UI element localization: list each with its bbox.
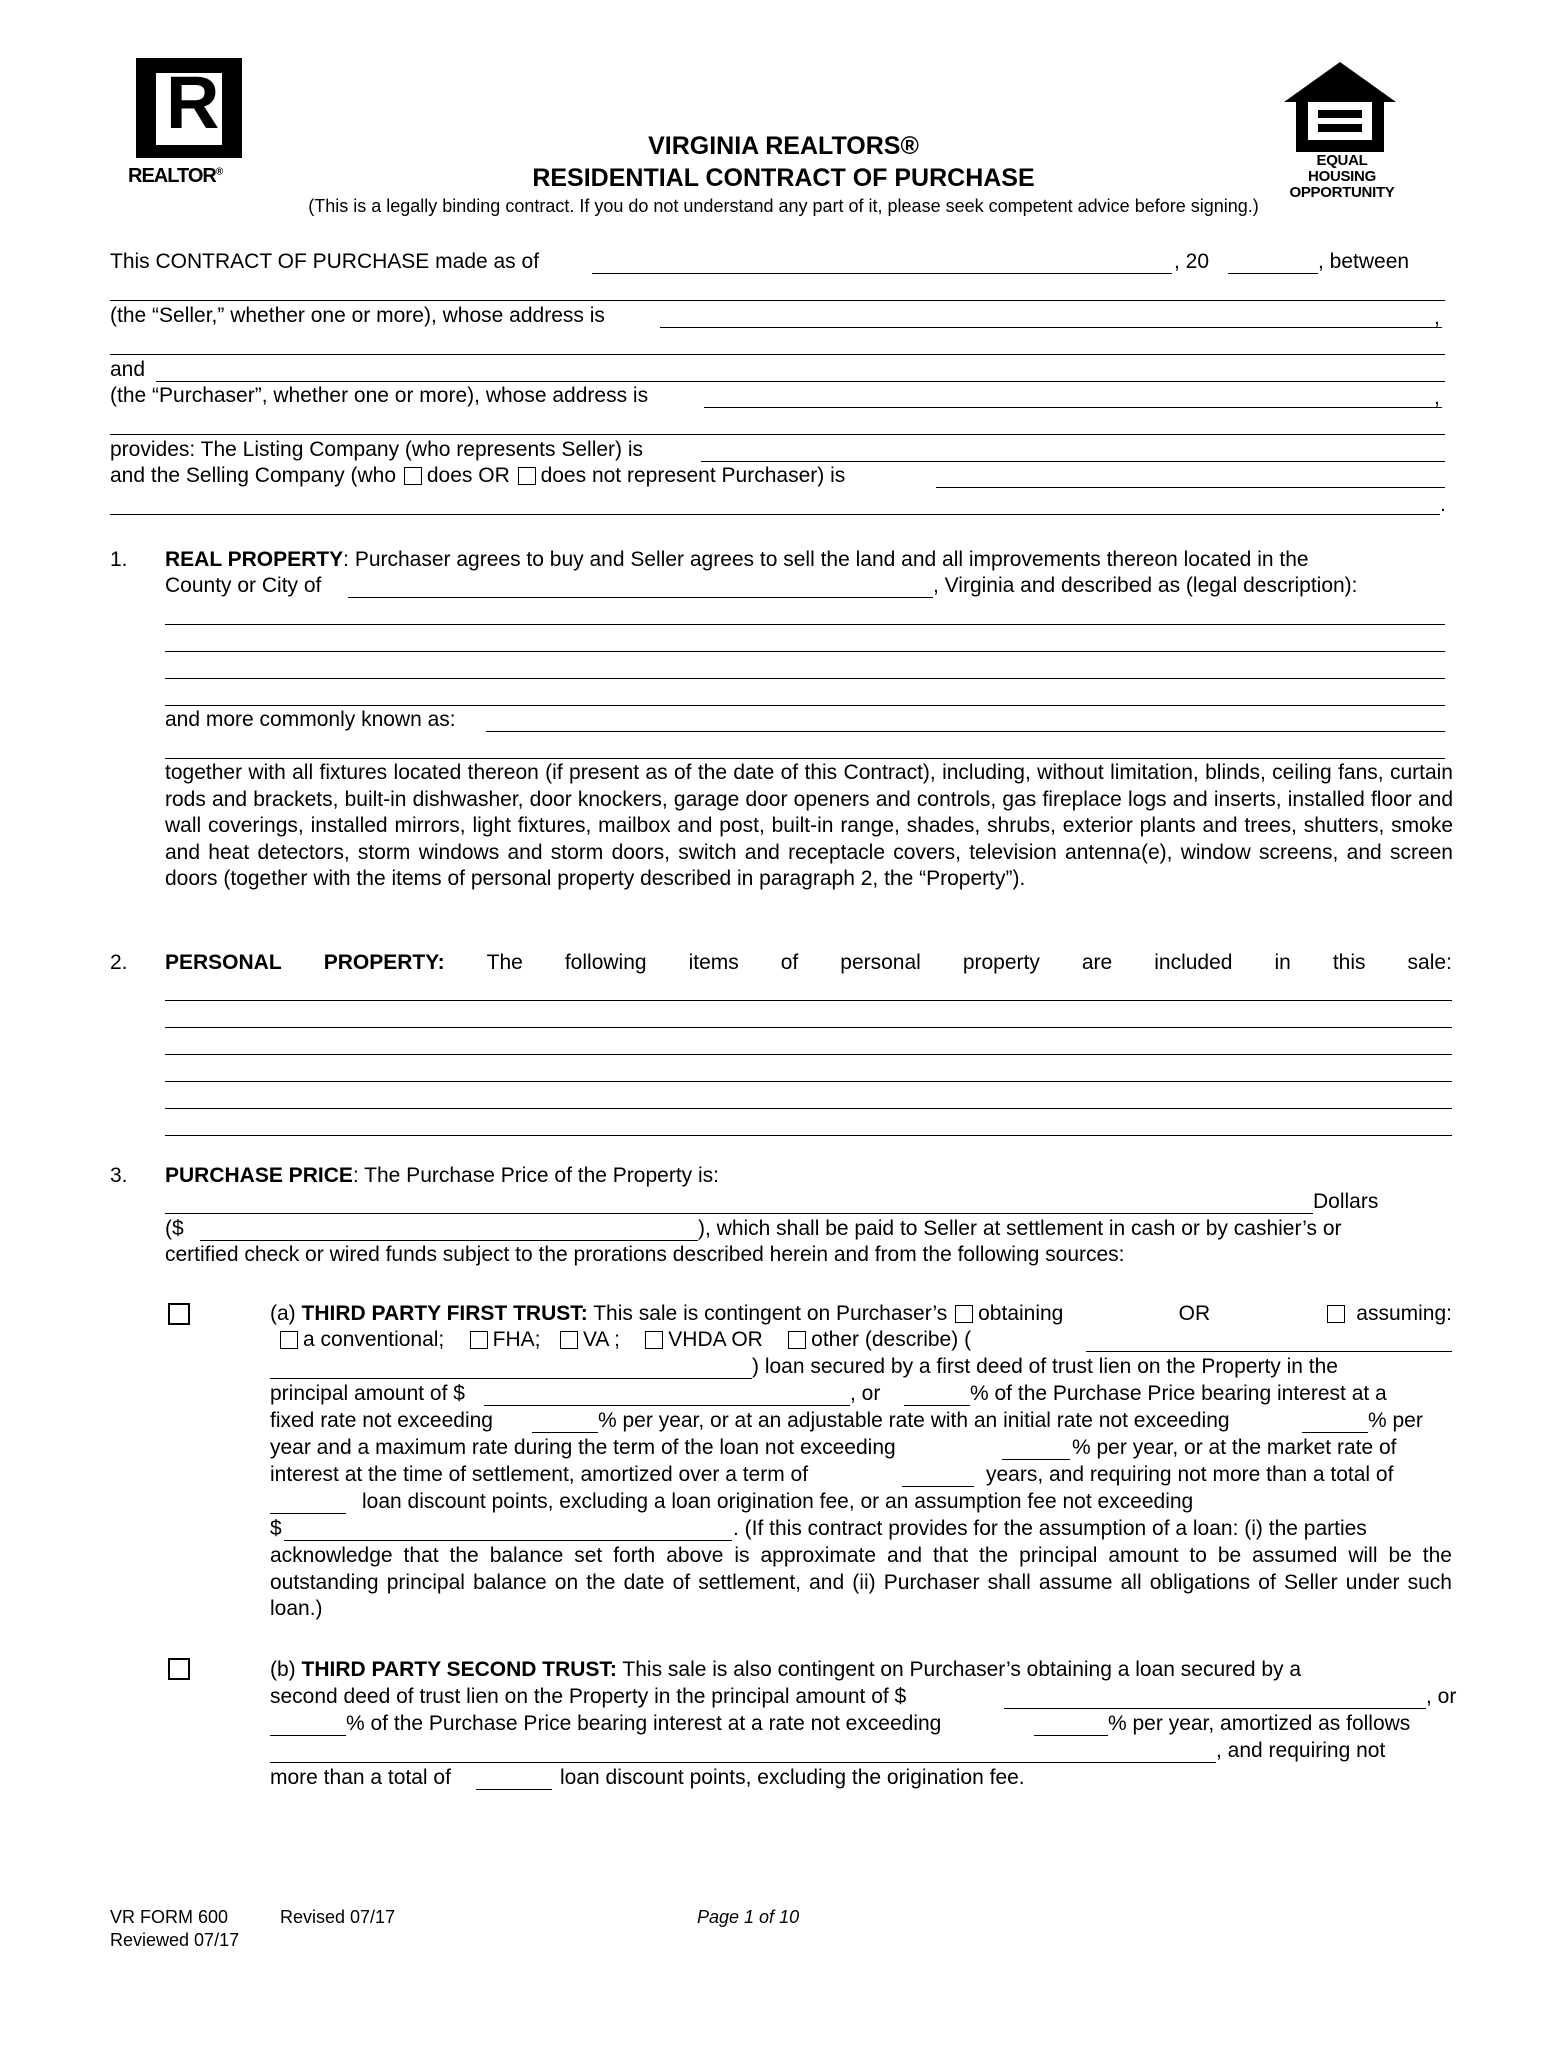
seller-address-field-2[interactable] bbox=[110, 354, 1445, 355]
seller-name-field[interactable] bbox=[110, 300, 1445, 301]
purchaser-address-field-2[interactable] bbox=[110, 434, 1445, 435]
other-describe-field[interactable] bbox=[1086, 1351, 1452, 1352]
section-2-number: 2. bbox=[110, 951, 128, 974]
legal-description-line[interactable] bbox=[165, 651, 1445, 652]
term-field[interactable] bbox=[902, 1486, 974, 1487]
year-prefix: , 20 bbox=[1174, 250, 1210, 273]
reviewed-date: Reviewed 07/17 bbox=[110, 1930, 240, 1950]
other-describe-field-2[interactable] bbox=[270, 1378, 752, 1379]
second-trust-checkbox[interactable] bbox=[168, 1658, 190, 1680]
points-line: loan discount points, excluding a loan origination fee, or an assumption fee not exceeding bbox=[362, 1490, 1194, 1513]
selling-company-label: and the Selling Company (who does OR does not represent Purchaser) is bbox=[110, 464, 846, 487]
virginia-label: , Virginia and described as (legal description): bbox=[933, 574, 1358, 597]
va-checkbox[interactable] bbox=[560, 1331, 578, 1349]
first-trust-line-3: ) loan secured by a first deed of trust lien on the Property in the bbox=[752, 1355, 1338, 1378]
principal-amount-field[interactable] bbox=[484, 1405, 850, 1406]
page-number: Page 1 of 10 bbox=[697, 1907, 800, 1927]
personal-property-line[interactable] bbox=[165, 1108, 1452, 1109]
second-rate-field[interactable] bbox=[1034, 1735, 1108, 1736]
fha-checkbox[interactable] bbox=[470, 1331, 488, 1349]
obtaining-checkbox[interactable] bbox=[955, 1305, 973, 1323]
section-3-intro: PURCHASE PRICE: The Purchase Price of the Property is: bbox=[165, 1164, 719, 1187]
fixed-rate-field[interactable] bbox=[532, 1432, 598, 1433]
listing-company-label: provides: The Listing Company (who represents Seller) is bbox=[110, 438, 644, 461]
second-principal-field[interactable] bbox=[1004, 1708, 1426, 1709]
fixed-rate-label: fixed rate not exceeding bbox=[270, 1409, 493, 1432]
seller-address-field[interactable] bbox=[660, 327, 1442, 328]
personal-property-line[interactable] bbox=[165, 1135, 1452, 1136]
county-field[interactable] bbox=[348, 597, 933, 598]
personal-property-line[interactable] bbox=[165, 1081, 1452, 1082]
price-percent-field[interactable] bbox=[904, 1405, 970, 1406]
more-than-label: more than a total of bbox=[270, 1766, 451, 1789]
equal-housing-text: EQUAL HOUSING OPPORTUNITY bbox=[1289, 152, 1395, 201]
date-field[interactable] bbox=[592, 273, 1172, 274]
personal-property-line[interactable] bbox=[165, 1000, 1452, 1001]
vhda-checkbox[interactable] bbox=[645, 1331, 663, 1349]
purchaser-address-label: (the “Purchaser”, whether one or more), whose address is bbox=[110, 384, 649, 407]
year-field[interactable] bbox=[1228, 273, 1318, 274]
second-points-field[interactable] bbox=[476, 1789, 552, 1790]
assuming-checkbox[interactable] bbox=[1327, 1305, 1345, 1323]
max-rate-field[interactable] bbox=[1002, 1459, 1070, 1460]
seller-address-label: (the “Seller,” whether one or more), whose address is bbox=[110, 304, 605, 327]
certified-text: certified check or wired funds subject to the prorations described herein and from the following sources: bbox=[165, 1243, 1125, 1266]
made-as-of-label: This CONTRACT OF PURCHASE made as of bbox=[110, 250, 540, 273]
paid-text: ), which shall be paid to Seller at settlement in cash or by cashier’s or bbox=[698, 1217, 1342, 1240]
term-label: interest at the time of settlement, amortized over a term of bbox=[270, 1463, 809, 1486]
amortization-field[interactable] bbox=[270, 1762, 1216, 1763]
selling-company-field-2[interactable] bbox=[110, 514, 1440, 515]
section-2-heading: PERSONAL PROPERTY: The following items of personal property are included in this sale: bbox=[165, 951, 1452, 974]
price-paren-open: ($ bbox=[165, 1217, 184, 1240]
second-principal-label: second deed of trust lien on the Property in the principal amount of $ bbox=[270, 1685, 907, 1708]
realtor-r-mark: R bbox=[166, 61, 220, 144]
between-label: , between bbox=[1318, 250, 1410, 273]
and-label: and bbox=[110, 358, 146, 381]
legal-description-line[interactable] bbox=[165, 705, 1445, 706]
personal-property-line[interactable] bbox=[165, 1027, 1452, 1028]
price-words-field[interactable] bbox=[165, 1213, 1313, 1214]
second-price-percent-field[interactable] bbox=[270, 1735, 346, 1736]
second-trust-line-1: (b) THIRD PARTY SECOND TRUST: This sale is also contingent on Purchaser’s obtaining a loan secured by a bbox=[270, 1658, 1302, 1681]
listing-company-field[interactable] bbox=[701, 461, 1445, 462]
first-trust-checkbox[interactable] bbox=[168, 1303, 190, 1325]
dollars-label: Dollars bbox=[1313, 1190, 1379, 1213]
discount-points-field[interactable] bbox=[270, 1513, 346, 1514]
first-trust-line-1: (a) THIRD PARTY FIRST TRUST: This sale is contingent on Purchaser’s obtaining OR assuming: bbox=[270, 1302, 1452, 1325]
represents-checkbox[interactable] bbox=[404, 467, 422, 485]
subtitle: (This is a legally binding contract. If you do not understand any part of it, please seek competent advice before signing.) bbox=[308, 196, 1259, 216]
and-requiring-text: , and requiring not bbox=[1216, 1739, 1386, 1762]
fixtures-paragraph: together with all fixtures located thereon (if present as of the date of this Contract), including, without limitation, blinds, ceiling fans, curtain rods and brackets, built-in dishwasher, door knockers, garage door openers and controls, gas fireplace logs and inserts, installed floor and wall coverings, installed mirrors, light fixtures, mailbox and post, built-in range, shades, shrubs, exterior plants and trees, shutters, smoke and heat detectors, storm windows and storm doors, switch and receptacle covers, television antenna(e), window screens, and screen doors (together with the items of personal property described in paragraph 2, the “Property”). bbox=[165, 761, 1453, 891]
first-trust-loan-types: a conventional; FHA; VA ; VHDA OR other (describe) ( bbox=[278, 1327, 971, 1353]
contract-page: R REALTOR® EQUAL HOUSING OPPORTUNITY VIRGINIA REALTORS® RESIDENTIAL CONTRACT OF PURCHASE (This is a legally binding contract. If you do not understand any part of it, please seek competent advice before signing.) This CONTRACT OF PURCHASE made as of , 20 , between (the “Seller,” whether one or more), whose address is , and (the “Purchaser”, whether one or more), whose address is , provides: The Listing Company (who represents Seller) is and the Selling Company (who does OR does not represent Purchaser) is . 1. REAL PROPERTY: Purchaser agrees to buy and Seller agrees to sell the land and all improvements thereon located in the County or City of , Virginia and described as (legal description): and more commonly known as: together with all fixtures located thereon (if present as of the date of this Contract), including, without limitation, blinds, ceiling fans, curtain rods and brackets, built-in dishwasher, door knockers, garage door openers and controls, gas fireplace logs and inserts, installed floor and wall coverings, installed mirrors, light fixtures, mailbox and post, built-in range, shades, shrubs, exterior plants and trees, shutters, smoke and heat detectors, storm windows and storm doors, switch and receptacle covers, television antenna(e), window screens, and screen doors (together with the items of personal property described in paragraph 2, the “Property”). 2. PERSONAL PROPERTY: The following items of personal property are included in this sale: 3. PURCHASE PRICE: The Purchase Price of the Property is: Dollars ($ ), which shall be paid to Seller at settlement in cash or by cashier’s or certified check or wired funds subject to the prorations described herein and from the following sources: (a) THIRD PARTY FIRST TRUST: This sale is contingent on Purchaser’s obtaining OR assuming: a conventional; FHA; VA ; VHDA OR other (describe) ( ) loan secured by a first deed of trust lien on the Property in the principal amount of $ , or % of the Purchase Price bearing interest at a fixed rate not exceeding % per year, or at an adjustable rate with an initial rate not exceeding % per year and a maximum rate during the term of the loan not exceeding % per year, or at the market rate of interest at the time of settlement, amortized over a term of years, and requiring not more than a total of loan discount points, excluding a loan origination fee, or an assumption fee not exceeding $ . (If this contract provides for the assumption of a loan: (i) the parties acknowledge that the balance set forth above is approximate and that the principal amount to be assumed will be the outstanding principal balance on the date of settlement, and (ii) Purchaser shall assume all obligations of Seller under such loan.) (b) THIRD PARTY SECOND TRUST: This sale is also contingent on Purchaser’s obtaining a loan secured by a second deed of trust lien on the Property in the principal amount of $ , or % of the Purchase Price bearing interest at a rate not exceeding % per year, amortized as follows , and requiring not more than a total of loan discount points, excluding the origination fee. VR FORM 600 Revised 07/17 Reviewed 07/17 Page 1 of 10 bbox=[0, 0, 1567, 2048]
title-line-1: VIRGINIA REALTORS® bbox=[648, 132, 919, 160]
title-line-2: RESIDENTIAL CONTRACT OF PURCHASE bbox=[532, 164, 1035, 192]
section-3-number: 3. bbox=[110, 1164, 128, 1187]
personal-property-line[interactable] bbox=[165, 1054, 1452, 1055]
legal-description-line[interactable] bbox=[165, 624, 1445, 625]
known-as-field[interactable] bbox=[486, 731, 1445, 732]
selling-company-field[interactable] bbox=[936, 487, 1445, 488]
known-as-label: and more commonly known as: bbox=[165, 708, 456, 731]
form-number: VR FORM 600 bbox=[110, 1907, 229, 1927]
county-label: County or City of bbox=[165, 574, 322, 597]
purchaser-address-field[interactable] bbox=[704, 407, 1442, 408]
assumption-fee-field[interactable] bbox=[284, 1540, 732, 1541]
purchaser-name-field[interactable] bbox=[156, 381, 1445, 382]
revised-date: Revised 07/17 bbox=[280, 1907, 396, 1927]
conventional-checkbox[interactable] bbox=[280, 1331, 298, 1349]
not-represents-checkbox[interactable] bbox=[518, 467, 536, 485]
other-checkbox[interactable] bbox=[788, 1331, 806, 1349]
legal-description-line[interactable] bbox=[165, 678, 1445, 679]
section-1-number: 1. bbox=[110, 548, 128, 571]
known-as-field-2[interactable] bbox=[165, 758, 1445, 759]
realtor-wordmark: REALTOR® bbox=[128, 165, 223, 187]
price-amount-field[interactable] bbox=[200, 1240, 698, 1241]
initial-rate-field[interactable] bbox=[1302, 1432, 1368, 1433]
max-rate-label: year and a maximum rate during the term of the loan not exceeding bbox=[270, 1436, 896, 1459]
section-1-intro: REAL PROPERTY: Purchaser agrees to buy and Seller agrees to sell the land and all improvements thereon located in the bbox=[165, 548, 1309, 571]
principal-label: principal amount of $ bbox=[270, 1382, 465, 1405]
assumption-paragraph: acknowledge that the balance set forth above is approximate and that the principal amount to be assumed will be the outstanding principal balance on the date of settlement, and (ii) Purchaser shall assume all obligations of Seller under such loan.) bbox=[270, 1544, 1452, 1621]
